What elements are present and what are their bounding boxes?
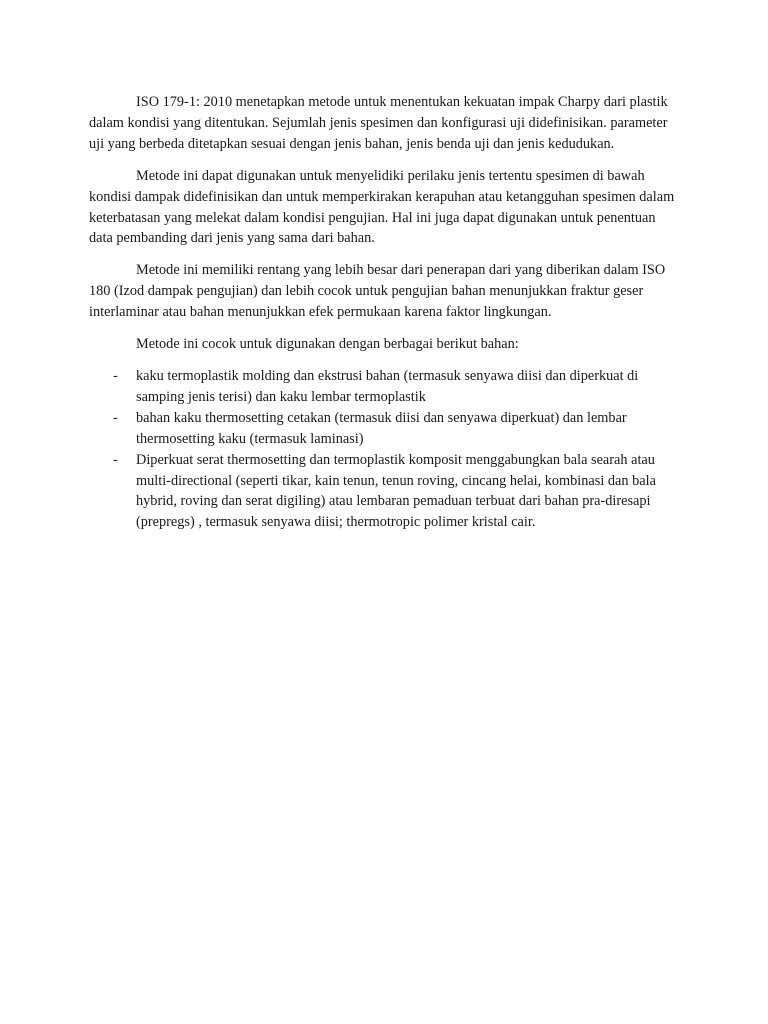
paragraph-method-range: Metode ini memiliki rentang yang lebih besar dari penerapan dari yang diberikan dalam ISO 180 (Izod dampak pengujian) dan lebih cocok untuk pengujian bahan menunjukkan fraktur geser interlaminar atau bahan menunjukkan efek permukaan karena faktor lingkungan. [89,262,666,321]
materials-list [89,366,679,533]
document-body [89,92,679,533]
list-item-text: kaku termoplastik molding dan ekstrusi bahan (termasuk senyawa diisi dan diperkuat di samping jenis terisi) dan kaku lembar termoplastik [136,367,639,405]
paragraph-method-usage: Metode ini dapat digunakan untuk menyelidiki perilaku jenis tertentu spesimen di bawah kondisi dampak didefinisikan dan untuk memperkirakan kerapuhan atau ketangguhan spesimen dalam keterbatasan yang melekat dalam kondisi pengujian. Hal ini juga dapat digunakan untuk penentuan data pembanding dari jenis yang sama dari bahan. [89,167,675,247]
list-item [89,408,679,450]
paragraph-materials-intro: Metode ini cocok untuk digunakan dengan berbagai berikut bahan: [136,336,519,353]
paragraph-iso-179-scope: ISO 179-1: 2010 menetapkan metode untuk menentukan kekuatan impak Charpy dari plastik dalam kondisi yang ditentukan. Sejumlah jenis spesimen dan konfigurasi uji didefinisikan. parameter uji yang berbeda ditetapkan sesuai dengan jenis bahan, jenis benda uji dan jenis kedudukan. [89,94,668,152]
list-item [89,366,679,408]
bullet-dash: - [113,451,118,468]
bullet-dash: - [113,409,118,426]
bullet-dash: - [113,367,118,384]
list-item-text: bahan kaku thermosetting cetakan (termasuk diisi dan senyawa diperkuat) dan lembar thermosetting kaku (termasuk laminasi) [136,409,627,447]
list-item-text: Diperkuat serat thermosetting dan termoplastik komposit menggabungkan bala searah atau multi-directional (seperti tikar, kain tenun, tenun roving, cincang helai, kombinasi dan bala hybrid, roving dan serat digiling) atau lembaran pemaduan terbuat dari bahan pra-diresapi (prepregs) , termasuk senyawa diisi; thermotropic polimer kristal cair. [136,451,656,531]
list-item [89,450,679,534]
